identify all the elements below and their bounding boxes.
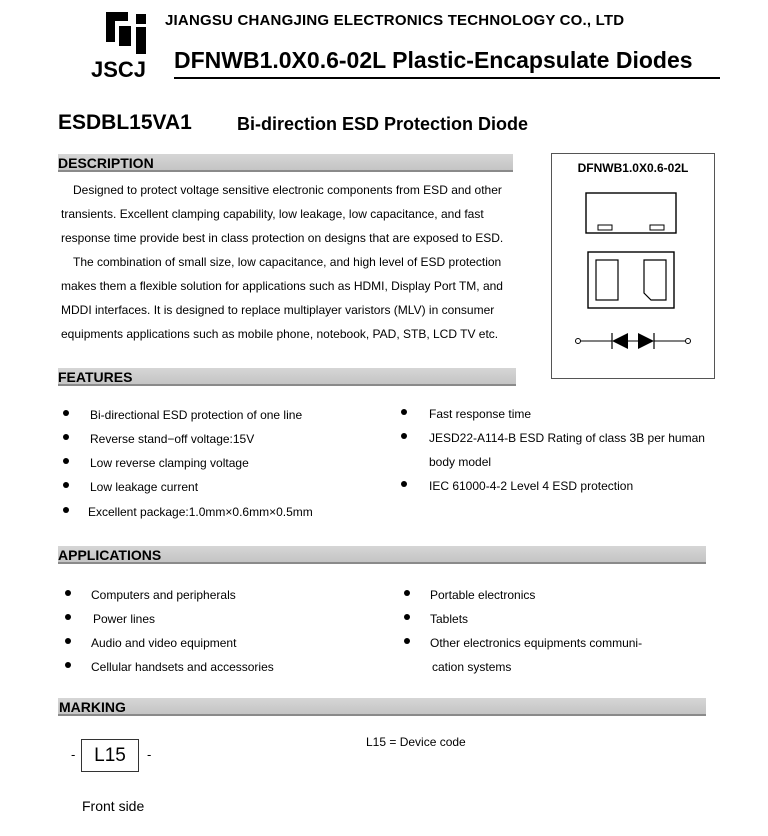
application-item-continued: cation systems xyxy=(432,660,512,674)
bullet-icon xyxy=(63,458,69,464)
marking-dash-left: - xyxy=(71,747,76,762)
applications-heading: APPLICATIONS xyxy=(58,547,162,563)
bullet-icon xyxy=(401,409,407,415)
logo-mark-icon xyxy=(106,12,148,54)
bullet-icon xyxy=(63,482,69,488)
bullet-icon xyxy=(65,614,71,620)
marking-code-box: L15 xyxy=(81,739,139,772)
feature-item: Excellent package:1.0mm×0.6mm×0.5mm xyxy=(88,505,313,519)
bullet-icon xyxy=(63,434,69,440)
package-side-view-icon xyxy=(586,193,676,233)
feature-item: JESD22-A114-B ESD Rating of class 3B per human xyxy=(429,431,705,445)
bullet-icon xyxy=(404,638,410,644)
marking-side-label: Front side xyxy=(82,798,145,814)
feature-item: IEC 61000-4-2 Level 4 ESD protection xyxy=(429,479,634,493)
description-heading: DESCRIPTION xyxy=(58,155,154,171)
marking-heading: MARKING xyxy=(59,699,126,715)
bullet-icon xyxy=(401,433,407,439)
features-heading: FEATURES xyxy=(58,369,133,385)
feature-item-continued: body model xyxy=(429,455,492,469)
description-line: transients. Excellent clamping capability, low leakage, low capacitance, and fast xyxy=(61,207,484,221)
application-item: Power lines xyxy=(93,612,156,626)
application-item: Portable electronics xyxy=(430,588,536,602)
description-line: response time provide best in class protection on designs that are exposed to ESD. xyxy=(61,231,504,245)
package-drawings xyxy=(560,185,708,365)
feature-item: Fast response time xyxy=(429,407,532,421)
diode-symbol-icon xyxy=(576,333,691,349)
description-line: equipments applications such as mobile phone, notebook, PAD, STB, LCD TV etc. xyxy=(61,327,499,341)
description-line: Designed to protect voltage sensitive electronic components from ESD and other xyxy=(73,183,502,197)
feature-item: Bi-directional ESD protection of one line xyxy=(90,408,303,422)
company-name: JIANGSU CHANGJING ELECTRONICS TECHNOLOGY CO., LTD xyxy=(165,12,625,29)
marking-header-bar xyxy=(58,698,706,716)
feature-item: Low leakage current xyxy=(90,480,199,494)
part-number: ESDBL15VA1 xyxy=(58,111,192,134)
application-item: Other electronics equipments communi- xyxy=(430,636,643,650)
logo-text: JSCJ xyxy=(91,57,147,82)
application-item: Cellular handsets and accessories xyxy=(91,660,274,674)
bullet-icon xyxy=(65,638,71,644)
part-description: Bi-direction ESD Protection Diode xyxy=(237,114,529,134)
bullet-icon xyxy=(404,590,410,596)
bullet-icon xyxy=(404,614,410,620)
feature-item: Reverse stand−off voltage:15V xyxy=(90,432,255,446)
company-logo xyxy=(106,12,148,54)
application-item: Computers and peripherals xyxy=(91,588,236,602)
bullet-icon xyxy=(63,507,69,513)
description-line: MDDI interfaces. It is designed to replace multiplayer varistors (MLV) in consumer xyxy=(61,303,495,317)
bullet-icon xyxy=(63,410,69,416)
bullet-icon xyxy=(401,481,407,487)
bullet-icon xyxy=(65,590,71,596)
feature-item: Low reverse clamping voltage xyxy=(90,456,249,470)
title-underline xyxy=(174,77,720,79)
description-line: makes them a flexible solution for applications such as HDMI, Display Port TM, and xyxy=(61,279,503,293)
marking-legend: L15 = Device code xyxy=(366,735,466,749)
application-item: Tablets xyxy=(430,612,469,626)
description-line: The combination of small size, low capacitance, and high level of ESD protection xyxy=(73,255,502,269)
document-title: DFNWB1.0X0.6-02L Plastic-Encapsulate Diodes xyxy=(174,47,693,73)
package-bottom-view-icon xyxy=(588,252,674,308)
bullet-icon xyxy=(65,662,71,668)
package-name: DFNWB1.0X0.6-02L xyxy=(577,161,689,175)
application-item: Audio and video equipment xyxy=(91,636,237,650)
marking-dash-right: - xyxy=(147,747,152,762)
